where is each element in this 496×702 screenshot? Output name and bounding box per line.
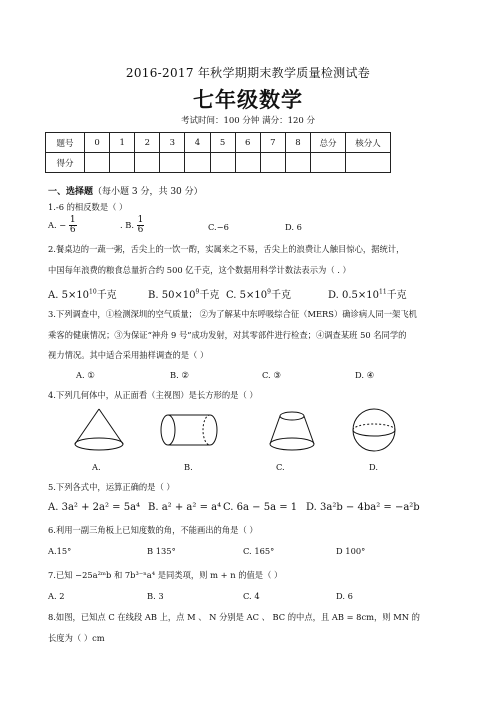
score-input-cell[interactable] — [110, 153, 135, 173]
denominator: 6 — [69, 225, 76, 235]
q5-option-a: A. 3a² + 2a² = 5a⁴ — [48, 502, 141, 513]
q4-stem: 4.下列几何体中，从正面看（主视图）是长方形的是（ ） — [48, 390, 258, 400]
q3-line1: 3.下列调查中，①检测深圳的空气质量； ②为了解某中东呼吸综合征（MERS）确诊病人同一架飞机 — [48, 309, 417, 319]
score-cell: 7 — [260, 133, 285, 153]
score-input-cell[interactable] — [346, 153, 391, 173]
q7-option-d: D. 6 — [336, 591, 353, 601]
exam-info: 考试时间：100 分钟 满分：120 分 — [180, 116, 316, 126]
exam-title: 七年级数学 — [193, 88, 303, 112]
q7-stem: 7.已知 −25a²ᵐb 和 7b³⁻ⁿa⁴ 是同类项，则 m + n 的值是（ ） — [48, 570, 283, 580]
q2-b-exp: 9 — [195, 288, 200, 296]
score-input-cell[interactable] — [160, 153, 185, 173]
score-cell: 0 — [85, 133, 110, 153]
section-title: 一、选择题 — [48, 187, 94, 197]
q4-label-a: A. — [92, 462, 101, 472]
numerator: 1 — [69, 215, 76, 225]
q4-solids-figure — [60, 406, 400, 458]
q7-option-a: A. 2 — [48, 591, 65, 601]
q6-option-a: A.15° — [48, 546, 72, 556]
q2-line2: 中国每年浪费的粮食总量折合约 500 亿千克，这个数据用科学计数法表示为（ . ） — [48, 265, 351, 275]
q2-b-base: B. 50×10 — [148, 290, 196, 301]
score-input-cell[interactable] — [285, 153, 310, 173]
score-cell: 2 — [135, 133, 160, 153]
q6-option-b: B 135° — [147, 546, 176, 556]
numerator: 1 — [137, 215, 144, 225]
q5-option-c: C. 6a − 5a = 1 — [223, 502, 298, 513]
q2-c-unit: 千克 — [270, 290, 291, 301]
q4-label-d: D. — [369, 462, 378, 472]
q2-b-unit: 千克 — [199, 290, 220, 301]
q1-a-prefix: A. − — [48, 220, 67, 230]
score-cell: 总分 — [311, 133, 346, 153]
q1-option-b — [120, 216, 144, 235]
q8-line2: 长度为（ ）cm — [48, 633, 105, 643]
score-cell: 3 — [160, 133, 185, 153]
q6-stem: 6.利用一副三角板上已知度数的角，不能画出的角是（ ） — [48, 525, 258, 535]
score-input-cell[interactable] — [311, 153, 346, 173]
section-heading — [48, 184, 203, 197]
score-table-header-row — [46, 133, 391, 153]
score-row-label: 得分 — [46, 153, 85, 173]
q3-line3: 视力情况。其中适合采用抽样调查的是（ ） — [48, 350, 209, 360]
score-cell: 核分人 — [346, 133, 391, 153]
score-cell: 4 — [185, 133, 210, 153]
score-cell: 5 — [210, 133, 235, 153]
q3-option-b: B. ② — [170, 370, 189, 380]
q3-option-c: C. ③ — [262, 370, 281, 380]
q3-line2: 乘客的健康情况；③为保证“神舟 9 号”成功发射，对其零部件进行检查；④调查某班 50 名同学的 — [48, 330, 407, 340]
q2-a-exp: 10 — [89, 288, 97, 296]
q7-option-c: C. 4 — [243, 591, 260, 601]
q4-label-b: B. — [184, 462, 193, 472]
q2-d-unit: 千克 — [386, 290, 407, 301]
q6-option-d: D 100° — [336, 546, 366, 556]
score-table — [45, 132, 391, 173]
q2-a-unit: 千克 — [96, 290, 117, 301]
score-cell: 8 — [285, 133, 310, 153]
section-note: （每小题 3 分，共 30 分） — [93, 187, 203, 197]
q1-option-c: C.−6 — [208, 222, 229, 232]
frustum-figure — [270, 412, 314, 450]
score-input-cell[interactable] — [185, 153, 210, 173]
q7-option-b: B. 3 — [147, 591, 164, 601]
q2-option-a — [48, 286, 117, 301]
q2-a-base: A. 5×10 — [48, 290, 90, 301]
q2-option-b — [148, 286, 219, 301]
q1-stem: 1.-6 的相反数是（ ） — [48, 202, 128, 212]
q2-d-exp: 11 — [379, 288, 387, 296]
q1-option-a — [48, 216, 77, 235]
q3-option-d: D. ④ — [355, 370, 375, 380]
q3-option-a: A. ① — [76, 370, 95, 380]
score-table-score-row — [46, 153, 391, 173]
q2-d-base: D. 0.5×10 — [328, 290, 380, 301]
q2-line1: 2.餐桌边的一蔬一粥，舌尖上的一饮一酌，实属来之不易，舌尖上的浪费让人触目惊心，据统计， — [48, 244, 405, 254]
score-input-cell[interactable] — [260, 153, 285, 173]
q1-a-fraction — [69, 216, 77, 235]
q5-option-d: D. 3a²b − 4ba² = −a²b — [306, 502, 420, 513]
q5-option-b: B. a² + a² = a⁴ — [148, 502, 222, 513]
score-input-cell[interactable] — [85, 153, 110, 173]
q1-option-d: D. 6 — [285, 222, 302, 232]
q2-option-d — [328, 286, 407, 301]
exam-subtitle: 2016-2017 年秋学期期末教学质量检测试卷 — [125, 66, 371, 80]
q1-b-prefix: . B. — [120, 220, 135, 230]
denominator: 6 — [137, 225, 144, 235]
score-cell: 题号 — [46, 133, 85, 153]
cylinder-figure — [161, 415, 217, 445]
score-input-cell[interactable] — [235, 153, 260, 173]
score-cell: 6 — [235, 133, 260, 153]
q5-stem: 5.下列各式中，运算正确的是（ ） — [48, 482, 175, 492]
sphere-figure — [353, 409, 395, 451]
score-input-cell[interactable] — [135, 153, 160, 173]
cone-figure — [75, 409, 123, 450]
q2-c-exp: 9 — [267, 288, 271, 296]
q1-b-fraction — [137, 216, 145, 235]
score-input-cell[interactable] — [210, 153, 235, 173]
score-cell: 1 — [110, 133, 135, 153]
q2-c-base: C. 5×10 — [226, 290, 268, 301]
q8-line1: 8.如图，已知点 C 在线段 AB 上，点 M 、 N 分别是 AC 、 BC 的中点，且 AB = 8cm，则 MN 的 — [48, 612, 420, 622]
q6-option-c: C. 165° — [243, 546, 275, 556]
q4-label-c: C. — [276, 462, 285, 472]
q2-option-c — [226, 286, 291, 301]
